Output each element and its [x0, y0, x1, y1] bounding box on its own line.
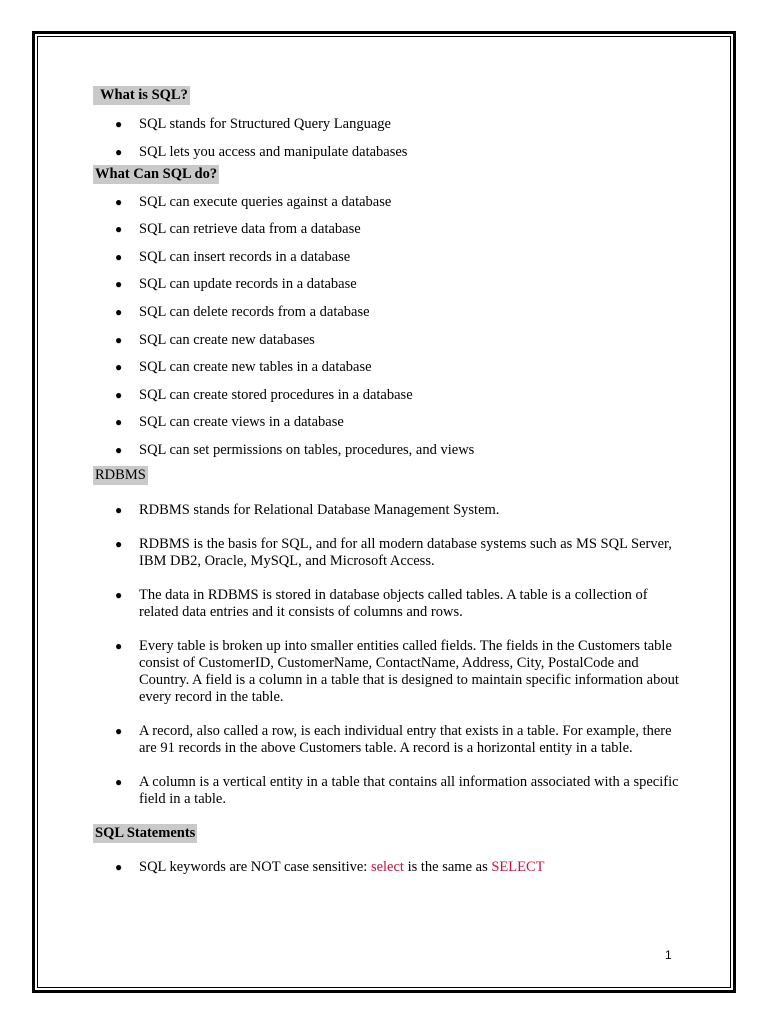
- list-item-text: Every table is broken up into smaller entities called fields. The fields in the Customers table consist of CustomerID, CustomerName, ContactName, Address, City, PostalCode and Country. A field is a column in a table that is designed to maintain specific information about every record in the table.: [139, 637, 679, 705]
- list-item: [93, 144, 683, 161]
- bullet-icon: ●: [115, 774, 123, 789]
- page-number: 1: [665, 948, 672, 962]
- bullet-icon: ●: [115, 194, 123, 209]
- list-item-text: SQL can delete records from a database: [139, 303, 370, 320]
- list-item: [93, 774, 683, 808]
- heading-what-can-sql-do: What Can SQL do?: [95, 165, 218, 182]
- list-item: [93, 276, 683, 293]
- bullet-icon: ●: [115, 387, 123, 402]
- list-item-text: SQL can insert records in a database: [139, 248, 351, 265]
- bullet-icon: ●: [115, 360, 123, 375]
- bullet-icon: ●: [115, 442, 123, 457]
- list-item: [93, 332, 683, 349]
- list-item: [93, 536, 683, 570]
- list-item: [93, 194, 683, 211]
- list-item-text: SQL can retrieve data from a database: [139, 221, 361, 238]
- heading-what-is-sql: What is SQL?: [93, 86, 190, 105]
- list-item-text: SQL can create stored procedures in a database: [139, 386, 413, 403]
- list-what-can-sql-do: [93, 194, 683, 459]
- list-item: [93, 304, 683, 321]
- list-item-text: SQL stands for Structured Query Language: [139, 116, 391, 132]
- list-item-text: A column is a vertical entity in a table that contains all information associated with a specific field in a table.: [139, 773, 679, 807]
- heading-row-rdbms: [93, 466, 683, 487]
- list-item: [93, 859, 683, 876]
- list-item: [93, 249, 683, 266]
- list-item-text: is the same as: [403, 858, 492, 875]
- list-item-text: RDBMS stands for Relational Database Management System.: [139, 501, 500, 518]
- bullet-icon: ●: [115, 117, 123, 131]
- heading-row-what-can-sql-do: [93, 165, 683, 186]
- bullet-icon: ●: [115, 277, 123, 292]
- bullet-icon: ●: [115, 502, 123, 517]
- list-item-text: SQL can create views in a database: [139, 414, 344, 431]
- list-item-text: SQL lets you access and manipulate databases: [139, 143, 408, 160]
- list-item-text: A record, also called a row, is each individual entry that exists in a table. For example, there are 91 records in the above Customers table. A record is a horizontal entity in a table.: [139, 722, 672, 756]
- list-item-text: RDBMS is the basis for SQL, and for all modern database systems such as MS SQL Server, IBM DB2, Oracle, MySQL, and Microsoft Access.: [139, 535, 672, 569]
- list-item: [93, 387, 683, 404]
- bullet-icon: ●: [115, 144, 123, 159]
- bullet-icon: ●: [115, 332, 123, 347]
- heading-sql-statements: SQL Statements: [95, 824, 196, 841]
- list-item-text: SQL can update records in a database: [139, 276, 357, 293]
- list-item: [93, 221, 683, 238]
- list-item: [93, 442, 683, 459]
- bullet-icon: ●: [115, 723, 123, 738]
- list-item-text: SQL can create new databases: [139, 331, 315, 348]
- document-body: [93, 86, 683, 876]
- bullet-icon: ●: [115, 587, 123, 602]
- keyword-select-lower: select: [370, 858, 404, 875]
- list-item-text: SQL can execute queries against a database: [139, 193, 392, 210]
- list-item: [93, 638, 683, 706]
- list-what-is-sql: [93, 116, 683, 161]
- list-item: [93, 414, 683, 431]
- heading-row-what-is-sql: [93, 86, 683, 107]
- list-item-text: SQL can set permissions on tables, procedures, and views: [139, 441, 475, 458]
- list-item: [93, 723, 683, 757]
- list-item: [93, 587, 683, 621]
- list-item: [93, 502, 683, 519]
- bullet-icon: ●: [115, 249, 123, 264]
- list-item: [93, 116, 683, 133]
- list-rdbms: [93, 502, 683, 808]
- list-sql-statements: [93, 859, 683, 876]
- bullet-icon: ●: [115, 859, 123, 874]
- keyword-select-upper: SELECT: [491, 858, 545, 875]
- bullet-icon: ●: [115, 638, 123, 653]
- heading-row-sql-statements: [93, 824, 683, 845]
- bullet-icon: ●: [115, 536, 123, 551]
- bullet-icon: ●: [115, 304, 123, 319]
- bullet-icon: ●: [115, 222, 123, 237]
- list-item-text: SQL can create new tables in a database: [139, 359, 372, 376]
- list-item-text: SQL keywords are NOT case sensitive:: [139, 858, 371, 875]
- heading-rdbms: RDBMS: [95, 466, 146, 483]
- bullet-icon: ●: [115, 415, 123, 430]
- list-item: [93, 359, 683, 376]
- list-item-text: The data in RDBMS is stored in database objects called tables. A table is a collection of related data entries and it consists of columns and rows.: [139, 586, 648, 620]
